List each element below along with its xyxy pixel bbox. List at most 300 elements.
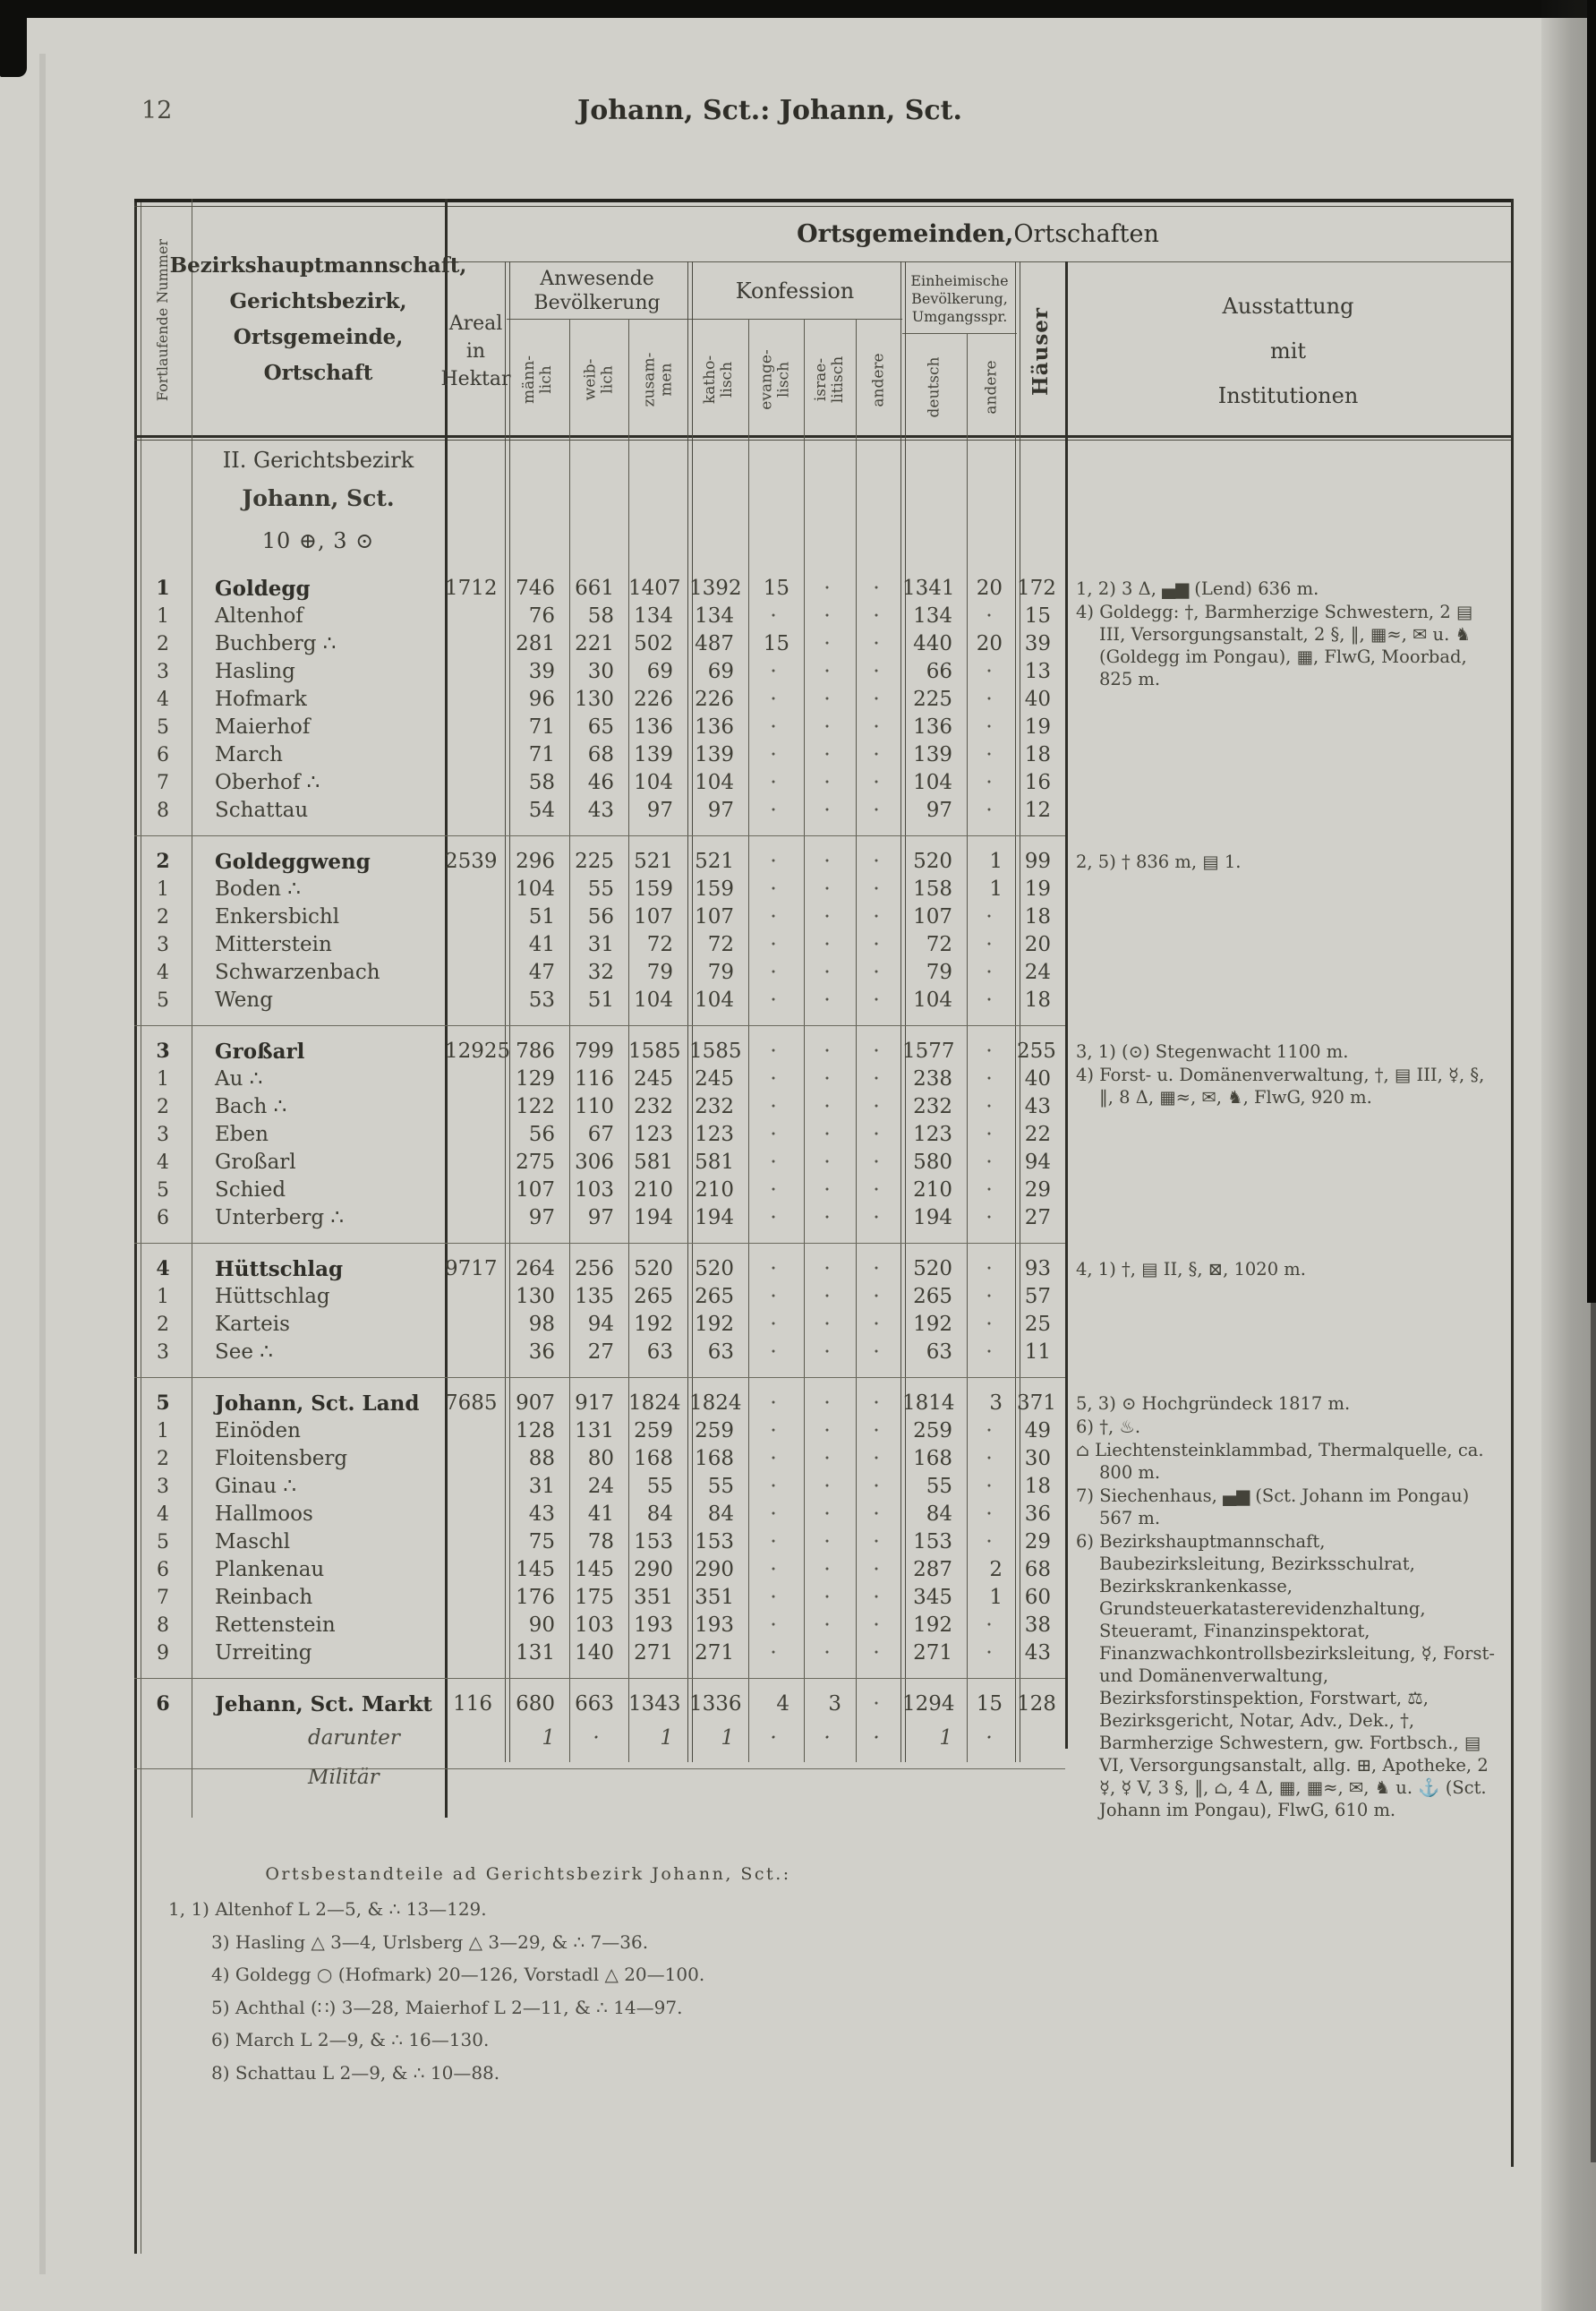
col-header-weiblich: weib- lich bbox=[581, 358, 616, 401]
value-cell: 799 bbox=[575, 1040, 614, 1063]
value-cell: 24 bbox=[1024, 961, 1051, 984]
value-cell: 88 bbox=[528, 1447, 555, 1470]
value-cell: 1 bbox=[157, 1068, 169, 1091]
value-cell: 8 bbox=[157, 800, 169, 822]
value-cell: 134 bbox=[913, 604, 952, 628]
value-cell: · bbox=[986, 1419, 993, 1442]
value-cell: 27 bbox=[587, 1340, 614, 1364]
value-cell: 371 bbox=[1017, 1391, 1056, 1415]
value-cell: · bbox=[986, 604, 993, 628]
value-cell: · bbox=[873, 799, 880, 822]
value-cell: 104 bbox=[516, 877, 555, 901]
value-cell: 18 bbox=[1024, 905, 1051, 929]
ortschaft-row bbox=[134, 1177, 1511, 1204]
value-cell: · bbox=[770, 1123, 777, 1146]
value-cell: · bbox=[873, 1530, 880, 1554]
value-cell: · bbox=[824, 604, 831, 628]
group-header-konfession: Konfession bbox=[735, 278, 855, 304]
value-cell: 520 bbox=[695, 1257, 734, 1280]
value-cell: · bbox=[986, 1285, 993, 1308]
value-cell: · bbox=[873, 1178, 880, 1202]
value-cell: 104 bbox=[634, 989, 673, 1012]
value-cell: · bbox=[824, 1178, 831, 1202]
value-cell: 39 bbox=[1024, 632, 1051, 655]
value-cell: 153 bbox=[695, 1530, 734, 1554]
ortschaft-name: Enkersbichl bbox=[215, 905, 340, 929]
value-cell: · bbox=[824, 933, 831, 956]
value-cell: 7 bbox=[157, 1587, 169, 1609]
value-cell: 1824 bbox=[689, 1391, 742, 1415]
value-cell: 79 bbox=[707, 961, 734, 984]
col-header-katholisch: katho- lisch bbox=[700, 355, 736, 405]
value-cell: 265 bbox=[913, 1285, 952, 1308]
value-cell: 232 bbox=[634, 1095, 673, 1118]
section-symbols: 10 ⊕, 3 ⊙ bbox=[261, 528, 375, 553]
ortschaft-name: Großarl bbox=[215, 1151, 296, 1174]
ortschaft-name: Hofmark bbox=[215, 688, 307, 711]
value-cell: 135 bbox=[575, 1285, 614, 1308]
value-cell: 22 bbox=[1024, 1123, 1051, 1146]
value-cell: · bbox=[824, 1447, 831, 1470]
value-cell: 71 bbox=[528, 715, 555, 739]
spanner-ortsgemeinden: Ortsgemeinden, Ortschaften bbox=[797, 219, 1159, 248]
value-cell: · bbox=[873, 1726, 880, 1750]
page-number: 12 bbox=[141, 97, 173, 124]
value-cell: 210 bbox=[695, 1178, 734, 1202]
value-cell: 30 bbox=[587, 660, 614, 683]
col-header-areal: Areal in Hektar bbox=[440, 312, 511, 390]
value-cell: 41 bbox=[587, 1502, 614, 1526]
value-cell: 2 bbox=[157, 1448, 169, 1470]
value-cell: · bbox=[986, 989, 993, 1012]
value-cell: · bbox=[824, 1067, 831, 1091]
value-cell: · bbox=[770, 961, 777, 984]
value-cell: 256 bbox=[575, 1257, 614, 1280]
value-cell: 1392 bbox=[689, 577, 742, 600]
value-cell: · bbox=[986, 688, 993, 711]
table-top-rule bbox=[134, 199, 1511, 202]
value-cell: · bbox=[986, 1313, 993, 1336]
value-cell: 4 bbox=[156, 1257, 170, 1280]
value-cell: 287 bbox=[913, 1558, 952, 1581]
value-cell: 131 bbox=[516, 1641, 555, 1665]
value-cell: · bbox=[770, 989, 777, 1012]
value-cell: · bbox=[824, 1586, 831, 1609]
value-cell: · bbox=[824, 799, 831, 822]
value-cell: 265 bbox=[634, 1285, 673, 1308]
ortschaft-name: Jehann, Sct. Markt bbox=[215, 1692, 432, 1716]
value-cell: · bbox=[986, 1206, 993, 1229]
value-cell: 259 bbox=[913, 1419, 952, 1442]
value-cell: · bbox=[770, 1285, 777, 1308]
page-fold-shadow bbox=[39, 54, 46, 2274]
value-cell: 29 bbox=[1024, 1530, 1051, 1554]
value-cell: 226 bbox=[634, 688, 673, 711]
value-cell: 168 bbox=[634, 1447, 673, 1470]
footnote-heading: Ortsbestandteile ad Gerichtsbezirk Johann, Sct.: bbox=[265, 1864, 791, 1884]
value-cell: 502 bbox=[634, 632, 673, 655]
value-cell: 116 bbox=[575, 1067, 614, 1091]
value-cell: 139 bbox=[634, 743, 673, 766]
ortschaft-row bbox=[134, 876, 1511, 903]
value-cell: 255 bbox=[1017, 1040, 1056, 1063]
value-cell: · bbox=[824, 1558, 831, 1581]
value-cell: 4 bbox=[157, 1503, 169, 1526]
value-cell: 90 bbox=[528, 1613, 555, 1637]
value-cell: 1 bbox=[939, 1726, 952, 1750]
col-header-haeuser: Häuser bbox=[1028, 306, 1054, 396]
value-cell: · bbox=[986, 1178, 993, 1202]
value-cell: 20 bbox=[1024, 933, 1051, 956]
scan-corner-blob bbox=[0, 0, 27, 77]
value-cell: 97 bbox=[587, 1206, 614, 1229]
value-cell: · bbox=[873, 905, 880, 929]
value-cell: 193 bbox=[634, 1613, 673, 1637]
value-cell: 4 bbox=[776, 1692, 789, 1716]
ortschaft-row bbox=[134, 769, 1511, 797]
value-cell: 32 bbox=[587, 961, 614, 984]
value-cell: · bbox=[873, 1340, 880, 1364]
note-line: 3, 1) (⊙) Stegenwacht 1100 m. bbox=[1076, 1041, 1349, 1062]
value-cell: · bbox=[986, 1151, 993, 1174]
value-cell: · bbox=[770, 1475, 777, 1498]
value-cell: 18 bbox=[1024, 743, 1051, 766]
ortschaft-name: Weng bbox=[215, 989, 273, 1012]
ausstattung-note bbox=[1076, 1392, 1497, 1822]
value-cell: 2 bbox=[157, 1314, 169, 1336]
value-cell: · bbox=[873, 1040, 880, 1063]
footnote-line: 3) Hasling △ 3—4, Urlsberg △ 3—29, & ∴ 7—36. bbox=[211, 1930, 649, 1953]
value-cell: 296 bbox=[516, 850, 555, 873]
value-cell: 306 bbox=[575, 1151, 614, 1174]
value-cell: · bbox=[770, 905, 777, 929]
value-cell: · bbox=[770, 1530, 777, 1554]
ortschaft-name: darunter Militär bbox=[308, 1726, 400, 1789]
value-cell: 43 bbox=[587, 799, 614, 822]
value-cell: 12 bbox=[1024, 799, 1051, 822]
value-cell: · bbox=[770, 877, 777, 901]
value-cell: 520 bbox=[634, 1257, 673, 1280]
value-cell: 15 bbox=[976, 1692, 1003, 1716]
ortschaft-name: Unterberg ∴ bbox=[215, 1206, 345, 1229]
value-cell: 140 bbox=[575, 1641, 614, 1665]
table-right-border bbox=[1511, 199, 1514, 2167]
value-cell: · bbox=[824, 877, 831, 901]
value-cell: 1814 bbox=[902, 1391, 955, 1415]
value-cell: · bbox=[986, 1613, 993, 1637]
col-header-andere-sprache: andere bbox=[982, 359, 1001, 415]
value-cell: · bbox=[770, 1340, 777, 1364]
value-cell: · bbox=[986, 1641, 993, 1665]
value-cell: 46 bbox=[587, 771, 614, 794]
value-cell: · bbox=[873, 1641, 880, 1665]
value-cell: 1 bbox=[989, 1586, 1003, 1609]
value-cell: · bbox=[986, 933, 993, 956]
value-cell: 1824 bbox=[628, 1391, 681, 1415]
note-line: 6) Bezirkshauptmannschaft, Baubezirksleitung, Bezirksschulrat, Bezirkskrankenkasse, Grundsteuerkatasterevidenzhaltung, Steueramt, Finanzinspektorat, Finanzwachkontrollsbezirksleitung, ☿, Forst- und Domänenverwaltung, Bezirksforstinspektion, Forstwart, ⚖, Bezirksgericht, Notar, Adv., Dek., †, Barmherzige Schwestern, gw. Fortbsch., ▤ VI, Versorgungsanstalt, allg. ⊞, Apotheke, 2 ☿, ☿ V, 3 §, ‖, ⌂, 4 Δ, ▦, ▦≈, ✉, ♞ u. ⚓ (Sct. Johann im Pongau), FlwG, 610 m. bbox=[1076, 1531, 1495, 1820]
value-cell: 57 bbox=[1024, 1285, 1051, 1308]
value-cell: 8 bbox=[157, 1614, 169, 1637]
value-cell: 128 bbox=[516, 1419, 555, 1442]
value-cell: 103 bbox=[575, 1613, 614, 1637]
value-cell: · bbox=[873, 1419, 880, 1442]
value-cell: · bbox=[986, 1257, 993, 1280]
value-cell: · bbox=[986, 1530, 993, 1554]
value-cell: 107 bbox=[634, 905, 673, 929]
value-cell: 41 bbox=[528, 933, 555, 956]
value-cell: · bbox=[770, 688, 777, 711]
value-cell: 36 bbox=[1024, 1502, 1051, 1526]
value-cell: · bbox=[770, 743, 777, 766]
value-cell: 271 bbox=[695, 1641, 734, 1665]
value-cell: 1 bbox=[989, 877, 1003, 901]
value-cell: 72 bbox=[646, 933, 673, 956]
group-separator bbox=[134, 1014, 1511, 1038]
value-cell: 19 bbox=[1024, 715, 1051, 739]
ausstattung-note bbox=[1076, 578, 1497, 691]
value-cell: 521 bbox=[634, 850, 673, 873]
value-cell: 15 bbox=[763, 632, 789, 655]
value-cell: 60 bbox=[1024, 1586, 1051, 1609]
value-cell: 238 bbox=[913, 1067, 952, 1091]
value-cell: 680 bbox=[516, 1692, 555, 1716]
ortschaft-row bbox=[134, 1311, 1511, 1339]
value-cell: 232 bbox=[913, 1095, 952, 1118]
value-cell: 80 bbox=[587, 1447, 614, 1470]
value-cell: · bbox=[770, 1391, 777, 1415]
ausstattung-note bbox=[1076, 1040, 1497, 1109]
col-header-israelitisch: israe- litisch bbox=[812, 355, 847, 404]
value-cell: 43 bbox=[1024, 1095, 1051, 1118]
value-cell: 69 bbox=[646, 660, 673, 683]
value-cell: 3 bbox=[828, 1692, 841, 1716]
value-cell: 259 bbox=[634, 1419, 673, 1442]
value-cell: 245 bbox=[695, 1067, 734, 1091]
value-cell: 55 bbox=[926, 1475, 952, 1498]
value-cell: · bbox=[873, 1613, 880, 1637]
value-cell: 351 bbox=[634, 1586, 673, 1609]
value-cell: 2 bbox=[157, 906, 169, 929]
value-cell: 1 bbox=[156, 577, 170, 600]
ortschaft-row bbox=[134, 1204, 1511, 1232]
value-cell: 6 bbox=[157, 744, 169, 766]
value-cell: 1 bbox=[542, 1726, 555, 1750]
value-cell: · bbox=[824, 660, 831, 683]
ortschaft-name: Plankenau bbox=[215, 1558, 325, 1581]
ortschaft-name: Rettenstein bbox=[215, 1613, 336, 1637]
value-cell: 176 bbox=[516, 1586, 555, 1609]
value-cell: · bbox=[873, 1067, 880, 1091]
value-cell: 192 bbox=[913, 1313, 952, 1336]
ortschaft-row bbox=[134, 903, 1511, 931]
value-cell: · bbox=[824, 771, 831, 794]
value-cell: 134 bbox=[634, 604, 673, 628]
value-cell: 3 bbox=[989, 1391, 1003, 1415]
value-cell: · bbox=[824, 1419, 831, 1442]
value-cell: 12925 bbox=[445, 1040, 511, 1063]
value-cell: · bbox=[873, 1095, 880, 1118]
group-separator bbox=[134, 825, 1511, 848]
value-cell: 194 bbox=[634, 1206, 673, 1229]
note-line: ⌂ Liechtensteinklammbad, Thermalquelle, ca. 800 m. bbox=[1076, 1440, 1484, 1483]
value-cell: 917 bbox=[575, 1391, 614, 1415]
ortschaft-row bbox=[134, 1283, 1511, 1311]
value-cell: 68 bbox=[587, 743, 614, 766]
ortschaft-name: Floitensberg bbox=[215, 1447, 348, 1470]
value-cell: · bbox=[873, 715, 880, 739]
value-cell: 84 bbox=[707, 1502, 734, 1526]
value-cell: · bbox=[873, 1391, 880, 1415]
value-cell: 271 bbox=[913, 1641, 952, 1665]
value-cell: 6 bbox=[156, 1692, 170, 1716]
value-cell: · bbox=[873, 1206, 880, 1229]
value-cell: 68 bbox=[1024, 1558, 1051, 1581]
ortschaft-name: Maierhof bbox=[215, 715, 311, 739]
ortschaft-name: Hasling bbox=[215, 660, 295, 683]
value-cell: 58 bbox=[587, 604, 614, 628]
footnote-line: 8) Schattau L 2—9, & ∴ 10—88. bbox=[211, 2061, 500, 2084]
value-cell: 264 bbox=[516, 1257, 555, 1280]
value-cell: 3 bbox=[157, 934, 169, 956]
value-cell: 193 bbox=[695, 1613, 734, 1637]
value-cell: 5 bbox=[157, 1179, 169, 1202]
value-cell: 440 bbox=[913, 632, 952, 655]
value-cell: · bbox=[873, 1447, 880, 1470]
value-cell: 7 bbox=[157, 772, 169, 794]
value-cell: · bbox=[986, 715, 993, 739]
value-cell: · bbox=[873, 961, 880, 984]
value-cell: 31 bbox=[528, 1475, 555, 1498]
ortschaft-name: Altenhof bbox=[215, 604, 303, 628]
col-header-evangelisch: evange- lisch bbox=[758, 349, 793, 410]
value-cell: 153 bbox=[634, 1530, 673, 1554]
note-line: 4) Forst- u. Domänenverwaltung, †, ▤ III, ☿, §, ‖, 8 Δ, ▦≈, ✉, ♞, FlwG, 920 m. bbox=[1076, 1065, 1485, 1108]
value-cell: 3 bbox=[156, 1040, 170, 1063]
value-cell: 786 bbox=[516, 1040, 555, 1063]
value-cell: 97 bbox=[528, 1206, 555, 1229]
ortschaft-row bbox=[134, 797, 1511, 825]
value-cell: · bbox=[986, 1340, 993, 1364]
value-cell: 4 bbox=[157, 962, 169, 984]
value-cell: · bbox=[824, 1502, 831, 1526]
value-cell: · bbox=[770, 1206, 777, 1229]
value-cell: 520 bbox=[913, 1257, 952, 1280]
table-body bbox=[134, 441, 1511, 1818]
ortschaft-name: See ∴ bbox=[215, 1340, 273, 1364]
value-cell: 54 bbox=[528, 799, 555, 822]
value-cell: 2 bbox=[157, 1096, 169, 1118]
value-cell: 520 bbox=[913, 850, 952, 873]
scan-top-edge bbox=[0, 0, 1596, 18]
value-cell: 9 bbox=[157, 1642, 169, 1665]
value-cell: 94 bbox=[587, 1313, 614, 1336]
value-cell: 97 bbox=[707, 799, 734, 822]
value-cell: 63 bbox=[926, 1340, 952, 1364]
value-cell: 3 bbox=[157, 1341, 169, 1364]
value-cell: 192 bbox=[695, 1313, 734, 1336]
value-cell: · bbox=[986, 961, 993, 984]
value-cell: 104 bbox=[695, 989, 734, 1012]
value-cell: 107 bbox=[516, 1178, 555, 1202]
col-header-ausstattung: Ausstattung mit Institutionen bbox=[1217, 294, 1359, 408]
value-cell: · bbox=[770, 1447, 777, 1470]
value-cell: 75 bbox=[528, 1530, 555, 1554]
value-cell: 72 bbox=[707, 933, 734, 956]
value-cell: · bbox=[824, 743, 831, 766]
value-cell: · bbox=[593, 1726, 600, 1750]
ortschaft-name: Einöden bbox=[215, 1419, 301, 1442]
ausstattung-note bbox=[1076, 851, 1497, 874]
value-cell: 129 bbox=[516, 1067, 555, 1091]
value-cell: 56 bbox=[587, 905, 614, 929]
footnote-line: 5) Achthal (∷) 3—28, Maierhof L 2—11, & ∴ 14—97. bbox=[211, 1996, 683, 2018]
value-cell: · bbox=[770, 1586, 777, 1609]
value-cell: · bbox=[770, 1613, 777, 1637]
value-cell: 55 bbox=[587, 877, 614, 901]
value-cell: · bbox=[824, 1123, 831, 1146]
note-line: 4, 1) †, ▤ II, §, ⊠, 1020 m. bbox=[1076, 1259, 1306, 1280]
value-cell: · bbox=[824, 1151, 831, 1174]
value-cell: 225 bbox=[575, 850, 614, 873]
value-cell: 2 bbox=[156, 850, 170, 873]
value-cell: · bbox=[873, 877, 880, 901]
value-cell: · bbox=[824, 1726, 831, 1750]
value-cell: 94 bbox=[1024, 1151, 1051, 1174]
value-cell: 51 bbox=[587, 989, 614, 1012]
ortschaft-name: Mitterstein bbox=[215, 933, 332, 956]
footnotes bbox=[168, 1893, 974, 2089]
ortschaft-row bbox=[134, 931, 1511, 959]
value-cell: 134 bbox=[695, 604, 734, 628]
value-cell: · bbox=[824, 1206, 831, 1229]
value-cell: · bbox=[986, 660, 993, 683]
value-cell: 210 bbox=[634, 1178, 673, 1202]
value-cell: · bbox=[873, 688, 880, 711]
value-cell: 20 bbox=[976, 632, 1003, 655]
value-cell: · bbox=[770, 771, 777, 794]
value-cell: · bbox=[873, 1692, 880, 1716]
value-cell: · bbox=[770, 1095, 777, 1118]
value-cell: 351 bbox=[695, 1586, 734, 1609]
value-cell: 581 bbox=[634, 1151, 673, 1174]
value-cell: 1 bbox=[660, 1726, 673, 1750]
ortschaft-row bbox=[134, 959, 1511, 987]
value-cell: 225 bbox=[913, 688, 952, 711]
value-cell: 30 bbox=[1024, 1447, 1051, 1470]
ortschaft-name: Schied bbox=[215, 1178, 286, 1202]
value-cell: 104 bbox=[634, 771, 673, 794]
value-cell: 139 bbox=[913, 743, 952, 766]
value-cell: · bbox=[986, 1447, 993, 1470]
ausstattung-note bbox=[1076, 1258, 1497, 1281]
value-cell: · bbox=[873, 1502, 880, 1526]
value-cell: 103 bbox=[575, 1178, 614, 1202]
value-cell: 746 bbox=[516, 577, 555, 600]
value-cell: · bbox=[986, 1726, 993, 1750]
value-cell: · bbox=[824, 577, 831, 600]
ortschaft-name: Goldeggweng bbox=[215, 850, 371, 874]
value-cell: 130 bbox=[516, 1285, 555, 1308]
value-cell: 6 bbox=[157, 1207, 169, 1229]
value-cell: · bbox=[873, 1285, 880, 1308]
value-cell: 1 bbox=[157, 1286, 169, 1308]
note-line: 6) †, ♨. bbox=[1076, 1417, 1141, 1437]
value-cell: 24 bbox=[587, 1475, 614, 1498]
value-cell: 153 bbox=[913, 1530, 952, 1554]
value-cell: 245 bbox=[634, 1067, 673, 1091]
value-cell: 38 bbox=[1024, 1613, 1051, 1637]
value-cell: · bbox=[824, 905, 831, 929]
